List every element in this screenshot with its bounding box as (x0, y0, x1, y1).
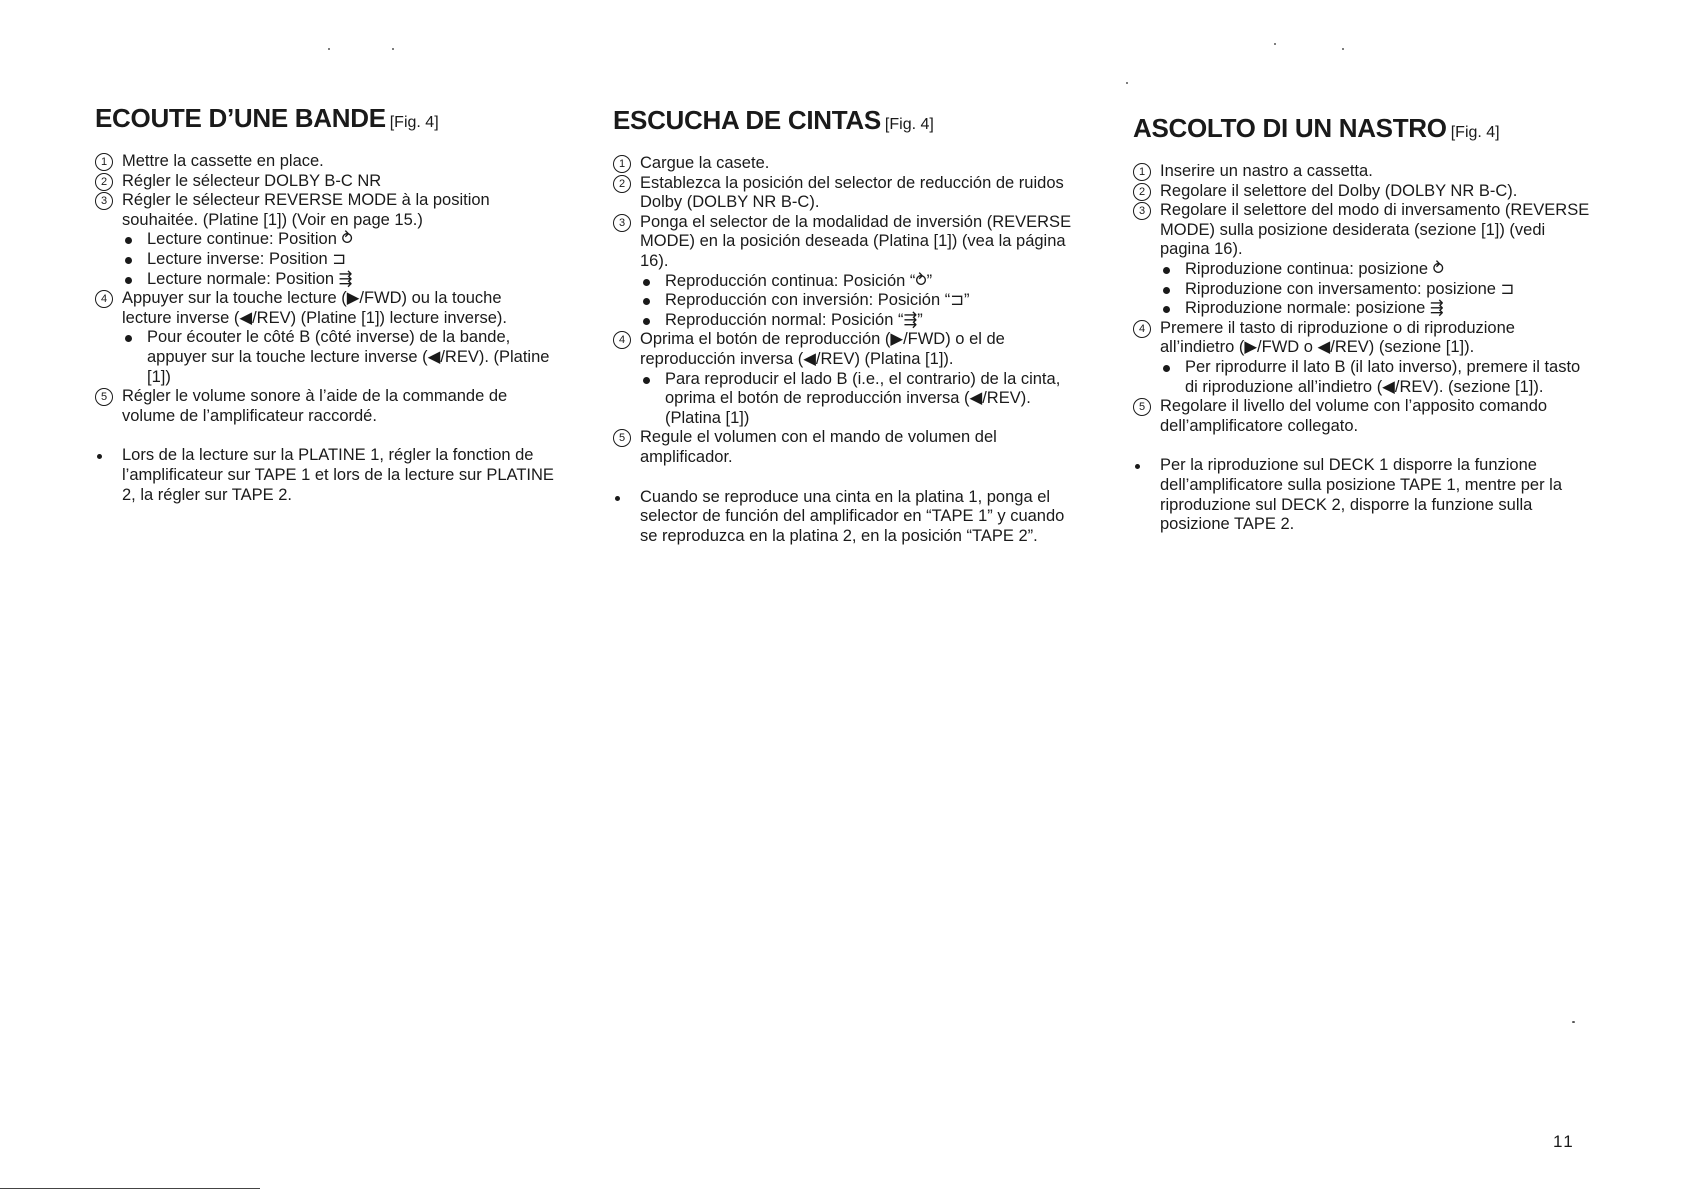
step-5 (95, 387, 555, 426)
bullet-list (1160, 358, 1593, 397)
step-number: 5 (1133, 398, 1151, 416)
step-4 (95, 289, 555, 387)
step-number: 3 (1133, 202, 1151, 220)
scan-speck (1342, 48, 1344, 50)
step-text: Oprima el botón de reproducción (▶/FWD) o el de reproducción inversa (◀/REV) (Platina [1]). (640, 330, 1005, 368)
column-french (95, 103, 555, 505)
section-title: ASCOLTO DI UN NASTRO [Fig. 4] (1133, 113, 1500, 143)
step-5 (1133, 397, 1593, 436)
scan-speck (1126, 82, 1128, 84)
step-number: 2 (95, 173, 113, 191)
note-paragraph: Per la riproduzione sul DECK 1 disporre la funzione dell’amplificatore sulla posizione TAPE 1, mentre per la riproduzione sul DECK 2, disporre la funzione sulla posizione TAPE 2. (1133, 456, 1593, 534)
step-number: 5 (95, 388, 113, 406)
bullet-item: Pour écouter le côté B (côté inverse) de la bande, appuyer sur la touche lecture inverse (◀/REV). (Platine [1]) (122, 328, 555, 387)
bullet-item: Riproduzione continua: posizione ⥁ (1160, 260, 1593, 280)
bullet-item: Riproduzione normale: posizione ⇶ (1160, 299, 1593, 319)
figure-reference: [Fig. 4] (1450, 124, 1500, 141)
step-text: Mettre la cassette en place. (122, 152, 324, 170)
page-number: 11 (1553, 1132, 1575, 1151)
step-4 (613, 330, 1073, 428)
column-spanish (613, 105, 1073, 546)
step-text: Regule el volumen con el mando de volumen del amplificador. (640, 428, 997, 466)
step-number: 4 (95, 290, 113, 308)
step-2 (95, 172, 555, 192)
step-text: Regolare il selettore del Dolby (DOLBY NR B-C). (1160, 181, 1518, 200)
bullet-list (640, 272, 1073, 331)
column-italian (1133, 113, 1593, 535)
step-1 (613, 154, 1073, 174)
step-5 (613, 428, 1073, 467)
note-paragraph: Cuando se reproduce una cinta en la platina 1, ponga el selector de función del amplificador en “TAPE 1” y cuando se reproduzca en la platina 2, en la posición “TAPE 2”. (613, 488, 1073, 547)
bullet-list (1160, 260, 1593, 319)
bullet-item: Lecture normale: Position ⇶ (122, 270, 555, 290)
step-4 (1133, 319, 1593, 397)
step-number: 1 (1133, 163, 1151, 181)
step-text: Regolare il livello del volume con l’apposito comando dell’amplificatore collegato. (1160, 397, 1548, 435)
step-number: 5 (613, 429, 631, 447)
bullet-list (122, 230, 555, 289)
step-2 (1133, 182, 1593, 202)
bullet-item: Reproducción normal: Posición “⇶” (640, 311, 1073, 331)
bullet-item: Lecture continue: Position ⥁ (122, 230, 555, 250)
scan-speck (328, 48, 330, 50)
bullet-item: Riproduzione con inversamento: posizione ⊐ (1160, 280, 1593, 300)
step-text: Establezca la posición del selector de reducción de ruidos Dolby (DOLBY NR B-C). (640, 173, 1064, 212)
section-title: ECOUTE D’UNE BANDE [Fig. 4] (95, 103, 439, 133)
bullet-item: Per riprodurre il lato B (il lato inverso), premere il tasto di riproduzione all’indietro (◀/REV). (sezione [1]). (1160, 358, 1593, 397)
step-text: Régler le sélecteur DOLBY B-C NR (122, 171, 382, 190)
scan-speck (1572, 1021, 1575, 1023)
bullet-list (122, 328, 555, 387)
note-paragraph: Lors de la lecture sur la PLATINE 1, régler la fonction de l’amplificateur sur TAPE 1 et lors de la lecture sur PLATINE 2, la régler sur TAPE 2. (95, 446, 555, 505)
step-1 (95, 152, 555, 172)
step-number: 3 (95, 192, 113, 210)
section-title: ESCUCHA DE CINTAS [Fig. 4] (613, 105, 934, 135)
bullet-item: Lecture inverse: Position ⊐ (122, 250, 555, 270)
figure-reference: [Fig. 4] (884, 116, 934, 133)
bullet-item: Reproducción continua: Posición “⥁” (640, 272, 1073, 292)
bullet-list (640, 370, 1073, 429)
step-text: Premere il tasto di riproduzione o di riproduzione all’indietro (▶/FWD o ◀/REV) (sezione [1]). (1160, 318, 1515, 357)
scan-speck (392, 48, 394, 50)
step-text: Inserire un nastro a cassetta. (1160, 162, 1373, 180)
bullet-item: Reproducción con inversión: Posición “⊐” (640, 291, 1073, 311)
step-text: Ponga el selector de la modalidad de inversión (REVERSE MODE) en la posición deseada (Platina [1]) (vea la página 16). (640, 212, 1072, 270)
step-number: 2 (1133, 183, 1151, 201)
figure-reference: [Fig. 4] (389, 114, 439, 131)
step-3 (1133, 201, 1593, 319)
step-3 (613, 213, 1073, 331)
step-text: Appuyer sur la touche lecture (▶/FWD) ou la touche lecture inverse (◀/REV) (Platine [1]) lecture inverse). (122, 289, 507, 327)
bullet-item: Para reproducir el lado B (i.e., el contrario) de la cinta, oprima el botón de reproducción inversa (◀/REV). (Platina [1]) (640, 370, 1073, 429)
step-text: Regolare il selettore del modo di inversamento (REVERSE MODE) sulla posizione desiderata (sezione [1]) (vedi pagina 16). (1160, 201, 1590, 259)
step-1 (1133, 162, 1593, 182)
step-number: 1 (95, 153, 113, 171)
step-text: Régler le volume sonore à l’aide de la commande de volume de l’amplificateur raccordé. (122, 387, 508, 425)
step-text: Régler le sélecteur REVERSE MODE à la position souhaitée. (Platine [1]) (Voir en page 15.) (122, 191, 490, 229)
step-number: 1 (613, 155, 631, 173)
step-text: Cargue la casete. (640, 154, 770, 172)
step-number: 2 (613, 175, 631, 193)
scan-speck (1274, 43, 1276, 45)
step-3 (95, 191, 555, 289)
step-number: 3 (613, 214, 631, 232)
step-number: 4 (613, 331, 631, 349)
step-number: 4 (1133, 320, 1151, 338)
scan-edge-line (0, 1188, 260, 1189)
step-2 (613, 174, 1073, 213)
